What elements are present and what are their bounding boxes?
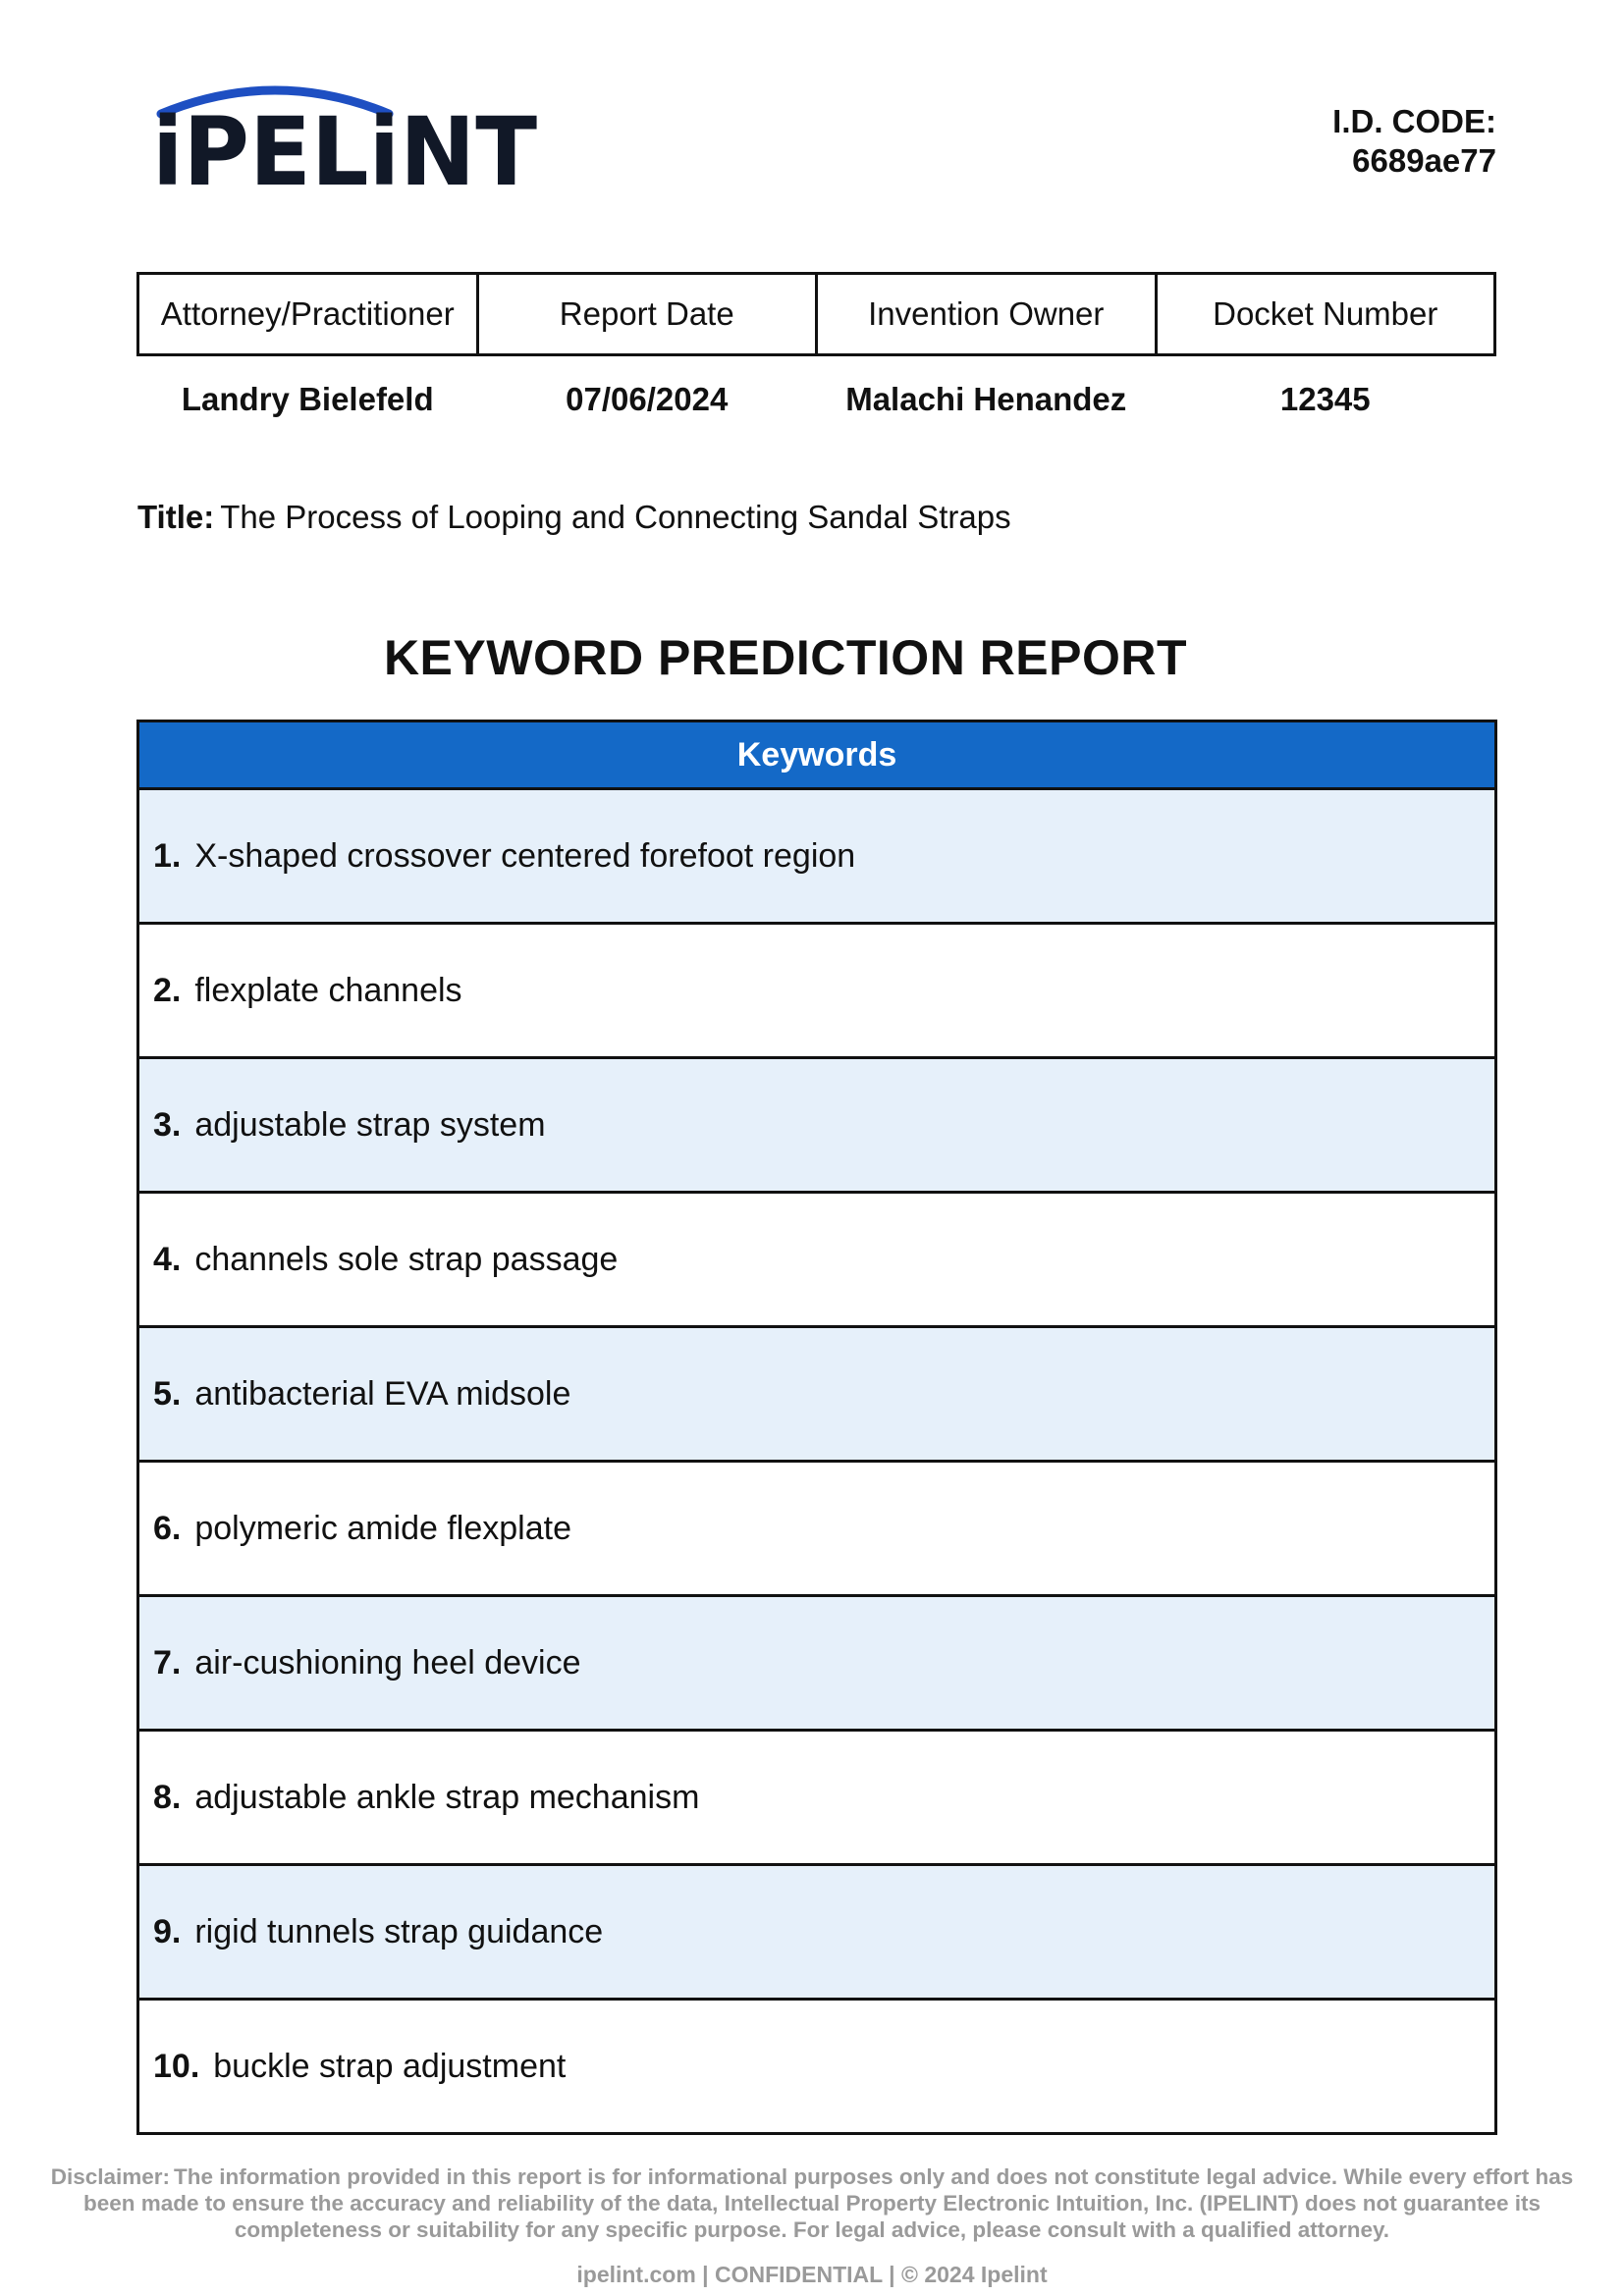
title-label: Title: [137,499,215,535]
keyword-number: 5. [153,1374,182,1413]
keyword-row [138,1731,1496,1865]
id-code-value: 6689ae77 [1352,142,1496,179]
meta-value-docket-number: 12345 [1279,381,1371,417]
meta-value-attorney: Landry Bielefeld [181,381,434,417]
keyword-text: flexplate channels [194,971,462,1009]
keywords-table [136,720,1497,2135]
keyword-text: channels sole strap passage [194,1240,619,1278]
keyword-number: 2. [153,971,182,1009]
keyword-text: air-cushioning heel device [194,1643,581,1682]
disclaimer [24,2163,1600,2243]
report-meta-table [136,272,1496,443]
meta-value-report-date: 07/06/2024 [566,381,729,417]
meta-header-invention-owner: Invention Owner [817,274,1157,355]
keywords-header: Keywords [138,721,1496,789]
keyword-number: 1. [153,836,182,875]
keyword-row [138,789,1496,924]
keyword-row [138,1058,1496,1193]
keyword-text: antibacterial EVA midsole [194,1374,571,1413]
keyword-row [138,1193,1496,1327]
meta-value-row [138,355,1495,444]
keyword-text: X-shaped crossover centered forefoot region [194,836,856,875]
id-code-label: I.D. CODE: [1332,103,1496,139]
id-code-block [1332,102,1496,181]
keyword-number: 7. [153,1643,182,1682]
report-heading: KEYWORD PREDICTION REPORT [383,630,1188,685]
meta-header-docket-number: Docket Number [1156,274,1495,355]
keyword-row [138,1865,1496,2000]
disclaimer-text: The information provided in this report is for informational purposes only and does not constitute legal advice. While every effort has been made to ensure the accuracy and reliability of the data, Intellectual Property Electronic Intuition, Inc. (IPELINT) does not guarantee its completeness or suitability for any specific purpose. For legal advice, please consult with a qualified attorney. [82,2164,1574,2242]
keywords-header-row [138,721,1496,789]
keyword-number: 4. [153,1240,182,1278]
meta-header-report-date: Report Date [477,274,817,355]
keyword-text: buckle strap adjustment [213,2047,567,2085]
keyword-row [138,924,1496,1058]
keyword-row [138,1596,1496,1731]
keyword-row [138,1327,1496,1462]
keyword-number: 9. [153,1912,182,1950]
keyword-text: polymeric amide flexplate [194,1509,571,1547]
title-value: The Process of Looping and Connecting Sandal Straps [220,499,1011,535]
keyword-number: 10. [153,2047,200,2085]
ipelint-logo [149,79,542,196]
invention-title [137,496,1011,539]
meta-header-attorney: Attorney/Practitioner [138,274,478,355]
keyword-text: adjustable strap system [194,1105,546,1144]
keyword-text: adjustable ankle strap mechanism [194,1778,700,1816]
keyword-number: 8. [153,1778,182,1816]
meta-value-invention-owner: Malachi Henandez [845,381,1127,417]
keyword-row [138,1462,1496,1596]
keyword-row [138,2000,1496,2134]
meta-header-row [138,274,1495,355]
logo-wordmark: iPELiNT [152,97,537,196]
page-footer: ipelint.com | CONFIDENTIAL | © 2024 Ipelint [576,2262,1048,2287]
keyword-text: rigid tunnels strap guidance [194,1912,604,1950]
disclaimer-label: Disclaimer: [50,2164,171,2189]
keyword-number: 3. [153,1105,182,1144]
logo-graphic [149,79,542,196]
keyword-number: 6. [153,1509,182,1547]
